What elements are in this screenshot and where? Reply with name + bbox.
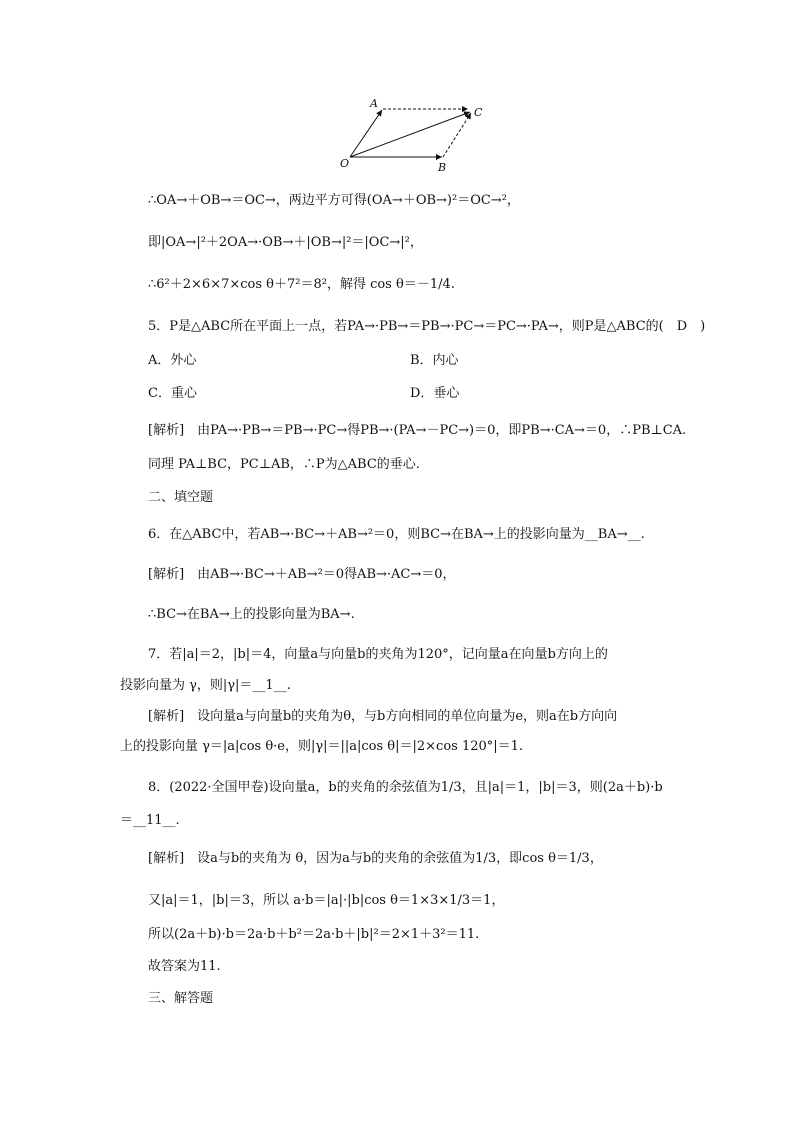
q5-solution-2: 同理 PA⊥BC，PC⊥AB，∴P为△ABC的垂心. bbox=[148, 457, 420, 472]
label-C: C bbox=[474, 106, 483, 119]
q8-solution-2: 又|a|＝1，|b|＝3，所以 a·b＝|a|·|b|cos θ＝1×3×1/3＝1， bbox=[148, 893, 505, 908]
question-5: 5．P是△ABC所在平面上一点，若PA→·PB→＝PB→·PC→＝PC→·PA→，则P是△ABC的( D ) bbox=[148, 319, 706, 334]
q7-solution-2: 上的投影向量 γ＝|a|cos θ·e，则|γ|＝||a|cos θ|＝|2×cos 120°|＝1. bbox=[120, 739, 524, 754]
parallelogram-figure bbox=[330, 95, 500, 175]
dashed-BC bbox=[443, 113, 471, 157]
vector-OA bbox=[350, 110, 382, 157]
q8-solution-1: [解析] 设a与b的夹角为 θ，因为a与b的夹角的余弦值为1/3，即cos θ＝1/3， bbox=[148, 851, 603, 866]
question-7-line-1: 7．若|a|＝2，|b|＝4，向量a与向量b的夹角为120°，记向量a在向量b方向上的 bbox=[148, 647, 608, 662]
derivation-line-3: ∴6²＋2×6×7×cos θ＋7²＝8²，解得 cos θ＝－1/4. bbox=[148, 277, 455, 292]
q5-option-b: B．内心 bbox=[410, 353, 459, 368]
q6-solution-1: [解析] 由AB→·BC→＋AB→²＝0得AB→·AC→＝0， bbox=[148, 567, 456, 582]
q7-solution-1: [解析] 设向量a与向量b的夹角为θ，与b方向相同的单位向量为e，则a在b方向向 bbox=[148, 709, 618, 724]
vector-OC bbox=[350, 112, 470, 157]
question-7-line-2: 投影向量为 γ，则|γ|＝__1__. bbox=[120, 678, 291, 693]
derivation-line-1: ∴OA→＋OB→＝OC→，两边平方可得(OA→＋OB→)²＝OC→²， bbox=[148, 193, 520, 208]
q5-option-a: A．外心 bbox=[148, 353, 197, 368]
question-8-line-2: ＝__11__. bbox=[120, 813, 180, 828]
section-3-heading: 三、解答题 bbox=[148, 991, 214, 1006]
q5-solution-1: [解析] 由PA→·PB→＝PB→·PC→得PB→·(PA→－PC→)＝0，即PB→·CA→＝0，∴PB⊥CA. bbox=[148, 423, 687, 438]
question-8-line-1: 8．(2022·全国甲卷)设向量a，b的夹角的余弦值为1/3，且|a|＝1，|b|＝3，则(2a＋b)·b bbox=[148, 780, 663, 795]
q5-option-d: D．垂心 bbox=[410, 386, 460, 401]
q8-solution-3: 所以(2a＋b)·b＝2a·b＋b²＝2a·b＋|b|²＝2×1＋3²＝11. bbox=[148, 927, 480, 942]
label-B: B bbox=[438, 161, 447, 174]
section-2-heading: 二、填空题 bbox=[148, 490, 214, 505]
question-6: 6．在△ABC中，若AB→·BC→＋AB→²＝0，则BC→在BA→上的投影向量为__BA→__. bbox=[148, 527, 645, 542]
label-O: O bbox=[340, 157, 350, 170]
derivation-line-2: 即|OA→|²＋2OA→·OB→＋|OB→|²＝|OC→|²， bbox=[148, 235, 423, 250]
q6-solution-2: ∴BC→在BA→上的投影向量为BA→. bbox=[148, 607, 355, 622]
q8-solution-4: 故答案为11. bbox=[148, 959, 221, 974]
q5-option-c: C．重心 bbox=[148, 386, 197, 401]
label-A: A bbox=[370, 97, 378, 110]
